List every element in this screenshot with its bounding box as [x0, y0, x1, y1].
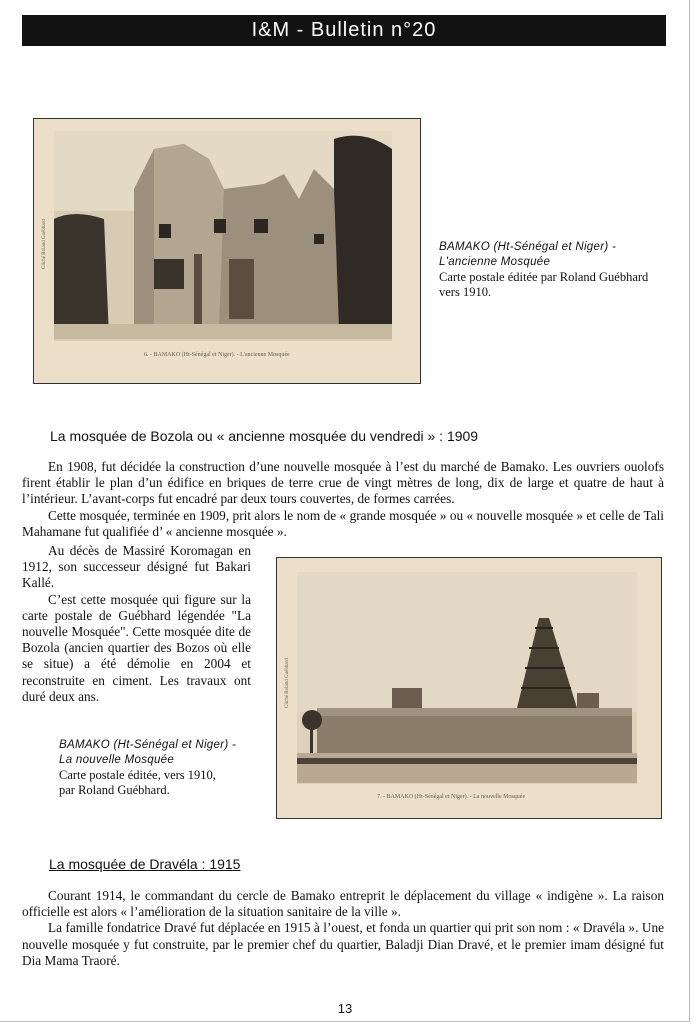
photo2-print-caption: 7. - BAMAKO (Ht-Sénégal et Niger). - La nouvelle Mosquée [377, 794, 526, 800]
caption2-text-line2: par Roland Guébhard. [59, 783, 170, 797]
body-text-koromagan [22, 543, 251, 705]
new-mosque-illustration [277, 558, 661, 818]
caption2-title-line1: BAMAKO (Ht-Sénégal et Niger) - [59, 739, 237, 751]
postcard-old-mosque-image [33, 118, 421, 384]
body-text-bozola [22, 459, 664, 540]
paragraph: Courant 1914, le commandant du cercle de Bamako entreprit le déplacement du village « indigène ». La raison officielle est alors « l’amélioration de la situation sanitaire de la ville ». [22, 888, 664, 920]
body-text-dravela [22, 888, 664, 969]
caption2-text-line1: Carte postale éditée, vers 1910, [59, 768, 216, 782]
paragraph: En 1908, fut décidée la construction d’une nouvelle mosquée à l’est du marché de Bamako. Les ouvriers ouolofs firent établir le plan d’un édifice en briques de terre crue de vingt mètres de long, dix de large et quatre de haut à l’intérieur. L’avant-corps fut encadré par deux tours couvertes, de formes carrées. [22, 459, 664, 507]
caption-old-mosque [439, 240, 669, 300]
photo1-side-label: Cliché Roland Guébhard [42, 219, 47, 269]
section-title-dravela [49, 856, 240, 872]
paragraph: C’est cette mosquée qui figure sur la carte postale de Guébhard légendée "La nouvelle Mosquée". Cette mosquée dite de Bozola (ancien quartier des Bozos où elle se situe) a été démolie en 2004 et reconstruite en ciment. Les travaux ont duré deux ans. [22, 591, 251, 704]
postcard-new-mosque-image [276, 557, 662, 819]
paragraph: Au décès de Massiré Koromagan en 1912, son successeur désigné fut Bakari Kallé. [22, 543, 251, 591]
page-number: 13 [337, 1001, 353, 1016]
caption2-title-line2: La nouvelle Mosquée [59, 754, 175, 766]
caption1-title-line1: BAMAKO (Ht-Sénégal et Niger) - [439, 241, 617, 253]
photo2-side-label: Cliché Roland Guébhard [285, 658, 290, 708]
photo1-print-caption: 6. - BAMAKO (Ht-Sénégal et Niger). - L'ancienne Mosquée [144, 352, 290, 358]
bulletin-header: I&M - Bulletin n°20 [22, 15, 666, 46]
paragraph: Cette mosquée, terminée en 1909, prit alors le nom de « grande mosquée » ou « nouvelle mosquée » et celle de Tali Mahamane fut qualifiée d’ « ancienne mosquée ». [22, 507, 664, 539]
old-mosque-illustration [34, 119, 420, 383]
caption-new-mosque [59, 738, 269, 798]
section-title-dravela-text: La mosquée de Dravéla : 1915 [49, 856, 241, 872]
caption1-text-line1: Carte postale éditée par Roland Guébhard [439, 270, 649, 284]
paragraph: La famille fondatrice Dravé fut déplacée en 1915 à l’ouest, et fonda un quartier qui prit son nom : « Dravéla ». Une nouvelle mosquée y fut construite, par le premier chef du quartier, Baladji Dian Dravé, et le premier imam désigné fut Dia Mama Traoré. [22, 920, 664, 968]
caption1-title-line2: L'ancienne Mosquée [439, 256, 551, 268]
section-title-bozola: La mosquée de Bozola ou « ancienne mosquée du vendredi » : 1909 [50, 428, 479, 444]
caption1-text-line2: vers 1910. [439, 285, 492, 299]
